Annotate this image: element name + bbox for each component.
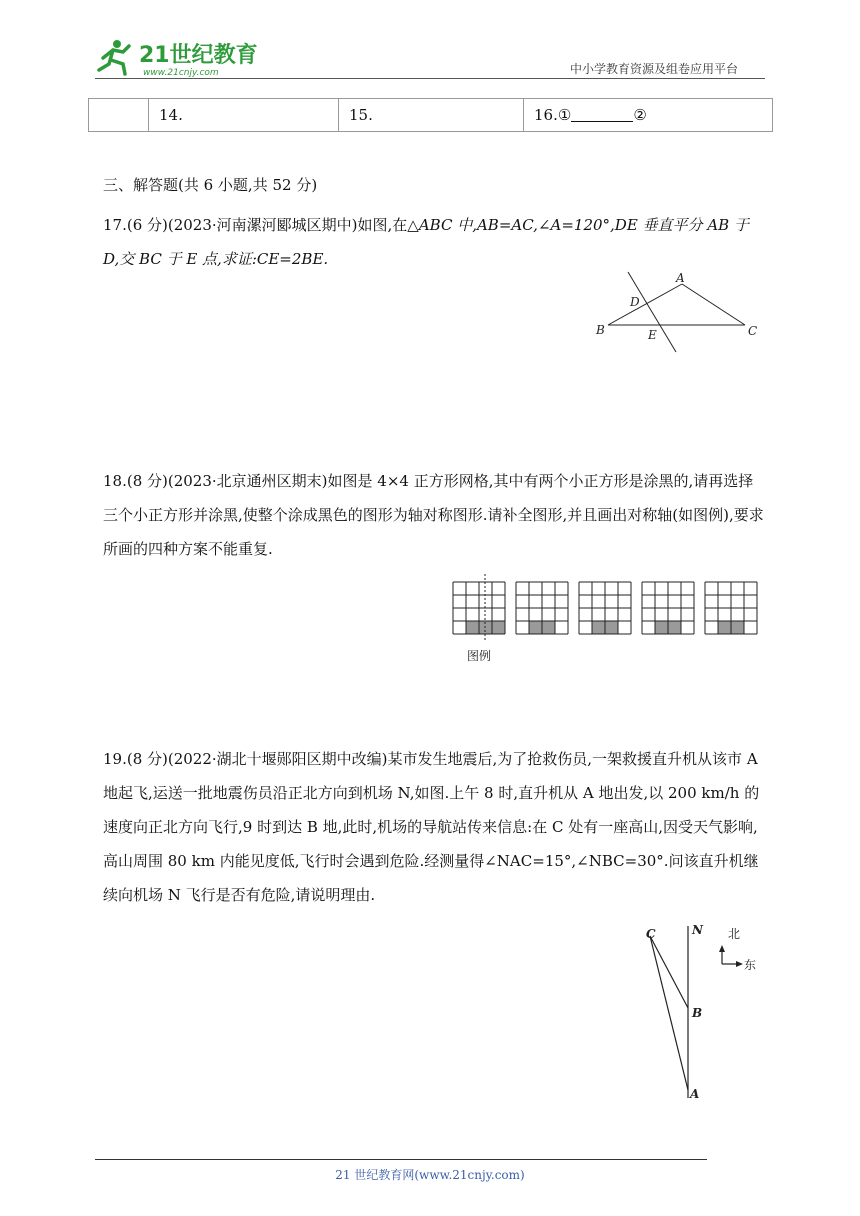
footer-divider [95,1159,707,1160]
question-17 [103,208,765,276]
shaded-cell [718,621,731,634]
shaded-cell [466,621,479,634]
shaded-cell [529,621,542,634]
label-e: E [648,328,657,342]
label-b: B [596,323,605,337]
triangle-figure [590,268,765,358]
answer-grid[interactable] [705,582,757,634]
answer-grid[interactable] [516,582,568,634]
shaded-cell [492,621,505,634]
segment-ca [650,936,688,1090]
answer-cell-15: 15. [339,99,524,132]
compass-east-label: 东 [744,958,757,972]
answer-grid[interactable] [642,582,694,634]
grid-figure [450,572,770,667]
legend-label: 图例 [467,649,492,663]
segment-ac [682,284,745,325]
section-title: 三、解答题(共 6 小题,共 52 分) [103,176,318,194]
compass-icon [719,945,743,967]
shaded-cell [592,621,605,634]
compass-north-label: 北 [728,927,741,941]
question-17-prefix: 17.(6 分)(2023·河南漯河郾城区期中)如图,在△ [103,216,419,234]
label-n: N [692,923,703,937]
shaded-cell [655,621,668,634]
shaded-cell [731,621,744,634]
segment-ab [608,284,682,325]
answer-cell-16 [524,99,773,132]
table-row [89,99,773,132]
answer-blank[interactable] [571,108,633,122]
answer-cell-empty [89,99,149,132]
answer-16-label: 16.① [534,106,572,124]
logo-text: 21世纪教育 [139,43,258,68]
label-d: D [630,295,640,309]
helicopter-figure [640,920,770,1105]
header-platform-text: 中小学教育资源及组卷应用平台 [570,62,739,76]
question-19: 19.(8 分)(2022·湖北十堰郧阳区期中改编)某市发生地震后,为了抢救伤员,一架救援直升机从该市 A 地起飞,运送一批地震伤员沿正北方向到机场 N,如图.上午 8 时,直升机从 A 地出发,以 200 km/h 的速度向正北方向飞行,9 时到达 B 地,此时,机场的导航站传来信息:在 C 处有一座高山,因受天气影响,高山周围 80 km 内能见度低,飞行时会遇到危险.经测量得∠NAC=15°,∠NBC=30°.问该直升机继续向机场 N 飞行是否有危险,请说明理由. [103,750,760,904]
site-logo [95,36,265,80]
question-17-rest: ABC 中,AB=AC,∠A=120°,DE 垂直平分 AB 于 D,交 BC 于 E 点,求证:CE=2BE. [103,216,749,268]
answer-table [88,98,773,132]
logo-url: www.21cnjy.com [143,68,219,78]
label-c: C [646,927,656,941]
label-a: A [676,271,685,285]
answer-16-suffix: ② [633,106,647,124]
label-a: A [690,1087,700,1101]
label-c: C [748,324,758,338]
label-b: B [692,1006,703,1020]
question-18: 18.(8 分)(2023·北京通州区期末)如图是 4×4 正方形网格,其中有两个小正方形是涂黑的,请再选择三个小正方形并涂黑,使整个涂成黑色的图形为轴对称图形.请补全图形,并且画出对称轴(如图例),要求所画的四种方案不能重复. [103,472,764,558]
segment-cb [650,936,688,1008]
legend-grid [453,574,505,642]
shaded-cell [542,621,555,634]
shaded-cell [668,621,681,634]
header-divider [95,78,765,79]
footer-text: 21 世纪教育网(www.21cnjy.com) [335,1168,525,1182]
shaded-cell [605,621,618,634]
runner-icon [99,40,129,74]
answer-cell-14: 14. [149,99,339,132]
answer-grid[interactable] [579,582,631,634]
